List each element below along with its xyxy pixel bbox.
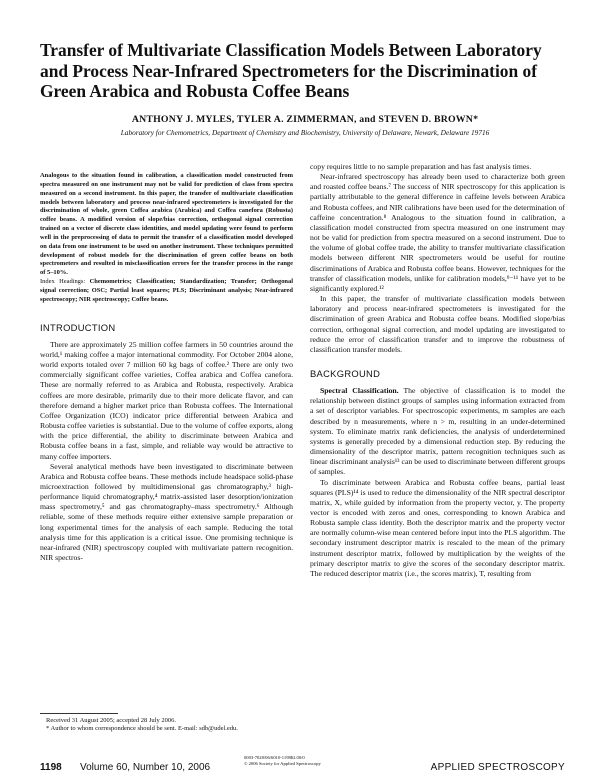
introduction-paragraph: Several analytical methods have been investigated to discriminate between Arabica and Robusta coffee beans. These methods include headspace solid-phase microextraction followed by multidimensional gas chromatography,³ high-performance liquid chromatography,⁴ matrix-assisted laser desorption/ionization mass spectrometry,⁵ and gas chromatography–mass spectrometry.⁶ Although reliable, some of these methods require either extensive sample preparation or long experimental times for the analysis of each sample. Reducing the total analysis time for this application is a critical issue. One promising technique is near-infrared (NIR) spectroscopy coupled with multivariate pattern recognition. NIR spectros- <box>40 461 293 563</box>
abstract-text: Analogous to the situation found in calibration, a classification model constructed from spectra measured on one instrument may not be valid for prediction of class from spectra measured on a second instrument. In this paper, the transfer of multivariate classification models between laboratory and process near-infrared spectrometers is investigated for the discrimination of whole, green Coffea arabica (Arabica) and Coffea canefora (Robusta) coffee beans. A modified version of slope/bias correction, orthogonal signal correction trained on a vector of discrete class identities, and model updating were found to perform well in the preprocessing of data to permit the transfer of a classification model developed on data from one instrument to be used on another instrument. These techniques permitted development of robust models for the discrimination of green coffee beans on both spectrometers and resulted in misclassification errors for the transfer process in the range of 5–10%. <box>40 172 293 277</box>
background-heading: BACKGROUND <box>310 367 381 379</box>
page-number: 1198 <box>40 762 62 773</box>
author-list: ANTHONY J. MYLES, TYLER A. ZIMMERMAN, and STEVEN D. BROWN* <box>131 114 479 125</box>
introduction-heading: INTRODUCTION <box>40 321 116 333</box>
introduction-paragraph: There are approximately 25 million coffee farmers in 50 countries around the world,¹ making coffee a major international commodity. For October 2004 alone, world exports totaled over 7 million 60 kg bags of coffee.² There are only two commercially significant coffee varieties, Coffea arabica and Coffea canefora. These are normally referred to as Arabica and Robusta, respectively. Arabica coffees are more desirable, primarily due to their more delicate flavor, and can therefore demand a higher market price than Robusta coffees. The International Coffee Organization (ICO) indicator price differential between Arabica and Robusta coffee varieties is substantial. Due to the volume of coffee exports, along with the price differential, the ability to discriminate between Arabica and Robusta coffee beans in a fast, simple, and reliable way would be attractive to many coffee importers. <box>40 339 293 461</box>
issn-line: 0003-7028/06/6010-1198$2.00/0 <box>244 755 305 760</box>
background-paragraph-text: The objective of classification is to model the relationship between distinct groups of samples using information extracted from a set of descriptor variables. For spectroscopic experiments, m samples are each described by n measurements, where n > m, resulting in an under-determined system. To eliminate matrix rank deficiencies, the analysis of underdetermined systems is generally preceded by a dimensional reduction step. By reducing the dimensionality of the descriptor matrix, pattern recognition techniques such as linear discriminant analysis¹³ can be used to discriminate between different groups of samples. <box>310 386 565 477</box>
author-affiliation: Laboratory for Chemometrics, Department of Chemistry and Biochemistry, University of Delaware, Newark, Delaware 19716 <box>120 128 490 137</box>
footnote-rule <box>40 713 118 714</box>
spectral-classification-subheading: Spectral Classification. <box>320 386 399 396</box>
index-headings <box>40 278 293 305</box>
abstract <box>40 172 293 305</box>
paper-title: Transfer of Multivariate Classification Models Between Laboratory and Process Near-Infrared Spectrometers for the Discrimination of Green Arabica and Robusta Coffee Beans <box>40 40 542 101</box>
background-paragraph <box>310 386 565 477</box>
index-headings-terms: Chemometrics; Classification; Standardization; Transfer; Orthogonal signal correction; OSC; Partial least squares; PLS; Discriminant analysis; Near-infrared spectroscopy; NIR spectroscopy; Coffee beans. <box>40 278 294 303</box>
received-footnote: Received 31 August 2005; accepted 28 July 2006. <box>46 717 176 724</box>
publication-info <box>244 755 321 767</box>
footnotes <box>40 717 293 734</box>
copyright-line: © 2006 Society for Applied Spectroscopy <box>244 761 321 767</box>
right-column <box>310 162 565 579</box>
background-paragraph: To discriminate between Arabica and Robusta coffee beans, partial least squares (PLS)¹⁴ is used to reduce the dimensionality of the NIR spectral descriptor matrix, X, while guided by information from the property vector, y. The property vector is encoded with zeros and ones, corresponding to known Arabica and Robusta sample class identity. Both the descriptor matrix and the property vector are normally column-wise mean centered before input into the PLS algorithm. The secondary instrument descriptor matrix is rescaled to the mean of the primary instrument descriptor matrix, followed by multiplication by the weights of the primary descriptor matrix to give the scores of the secondary descriptor matrix. The reduced descriptor matrix (i.e., the scores matrix), T, resulting from <box>310 477 565 578</box>
left-column <box>40 172 293 563</box>
index-headings-label: Index Headings: <box>40 278 86 286</box>
journal-name: APPLIED SPECTROSCOPY <box>430 762 565 773</box>
body-paragraph: In this paper, the transfer of multivariate classification models between laboratory and process near-infrared spectrometers is investigated for the discrimination of green Arabica and Robusta coffee beans. Modified slope/bias correction, orthogonal signal correction, and model updating are investigated to reduce the error of classification transfer and to improve the robustness of classification transfer models. <box>310 294 565 354</box>
body-paragraph: copy requires little to no sample preparation and has fast analysis times. <box>310 162 532 171</box>
volume-info: Volume 60, Number 10, 2006 <box>80 762 211 773</box>
correspondence-footnote: * Author to whom correspondence should be sent. E-mail: sdb@udel.edu. <box>46 725 238 733</box>
body-paragraph: Near-infrared spectroscopy has already been used to characterize both green and roasted coffee beans.⁷ The success of NIR spectroscopy for this application is partially attributable to the general difference in caffeine levels between Arabica and Robusta coffees, and NIR calibrations have been used for the determination of caffeine concentration.⁸ Analogous to the situation found in calibration, a classification model constructed from spectra measured on one instrument may not be valid for prediction from spectra measured on a second instrument. Due to the volume of global coffee trade, the ability to transfer multivariate classification models between different NIR spectrometers would be useful for routine discriminations of Arabica and Robusta coffee beans. However, techniques for the transfer of classification models, unlike for calibration models,⁹⁻¹¹ have yet to be significantly explored.¹² <box>310 172 565 293</box>
